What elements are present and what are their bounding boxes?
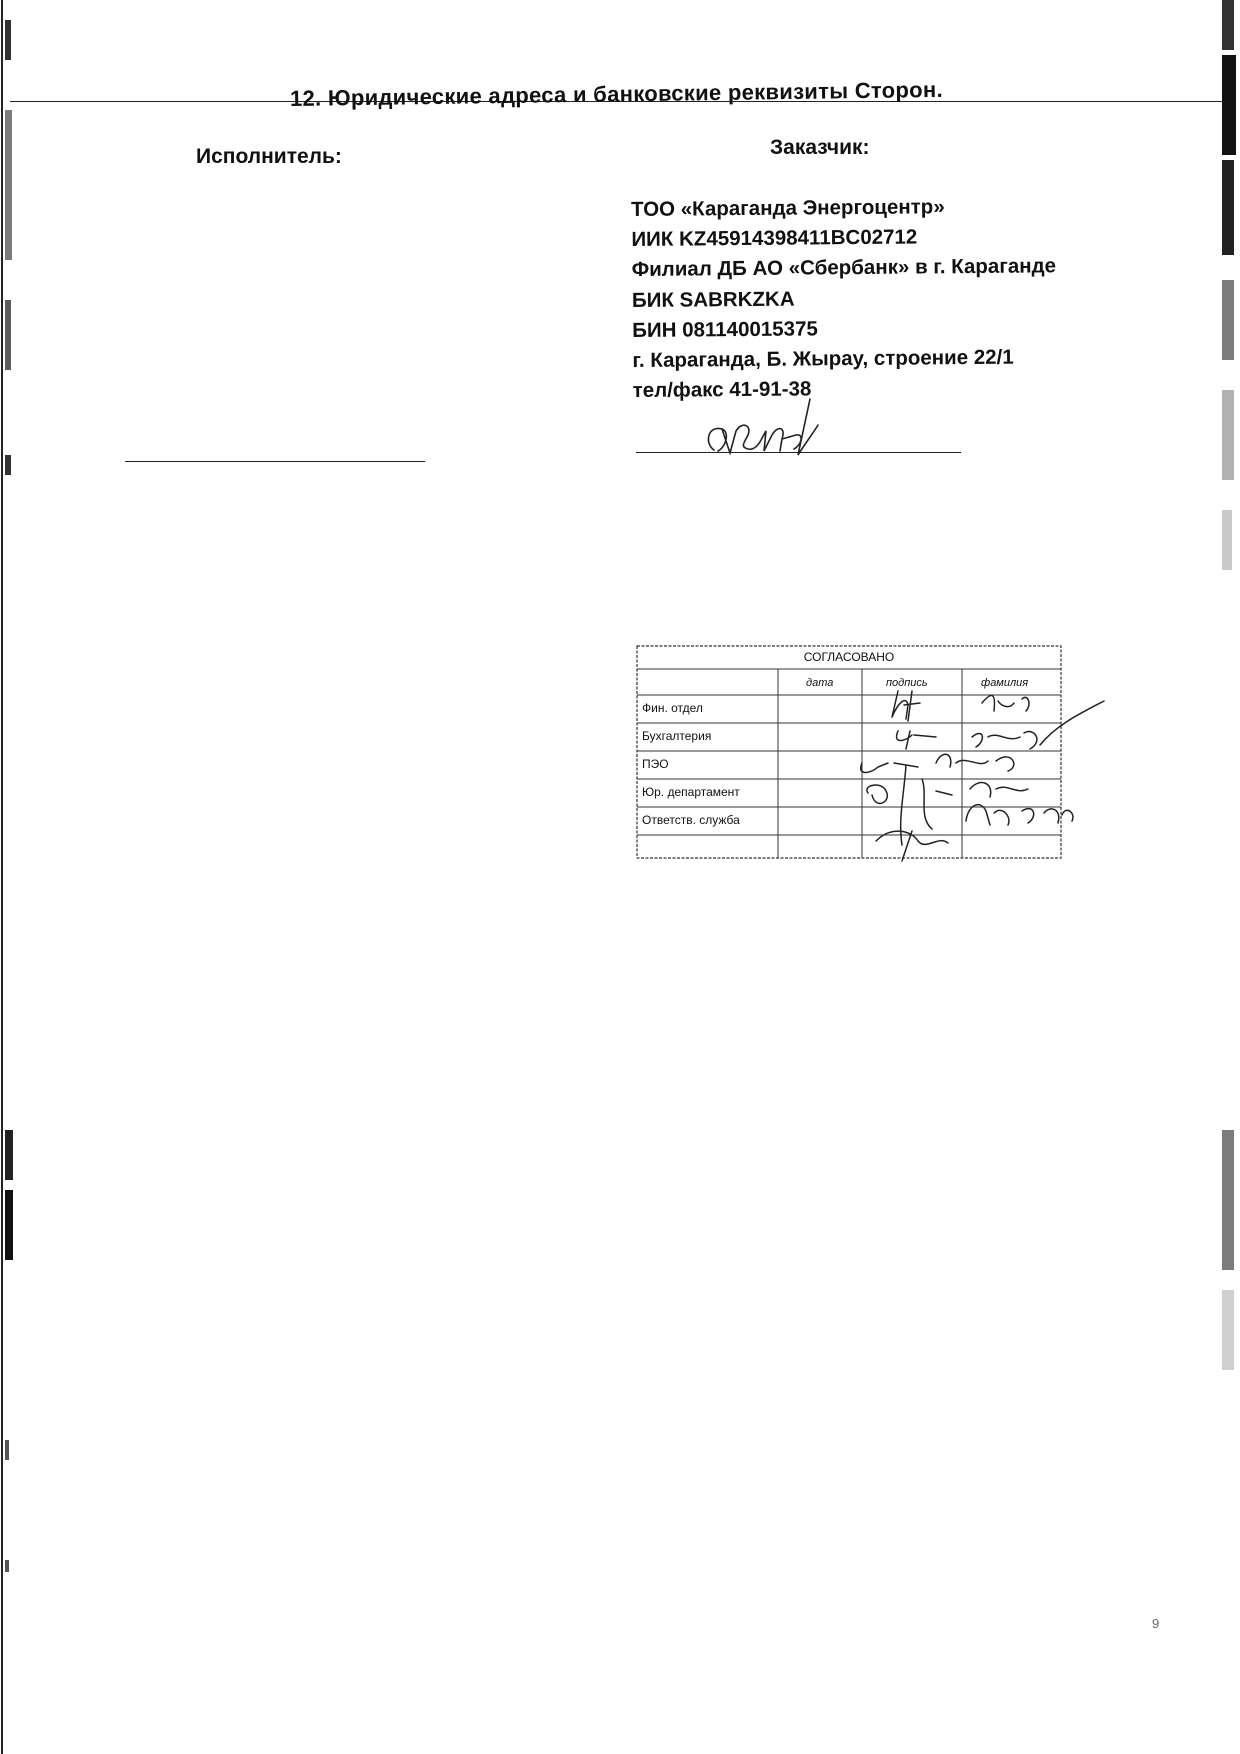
customer-requisites — [631, 190, 1193, 406]
scan-edge-marks-right — [1218, 0, 1240, 1754]
stamp-row-accounting: Бухгалтерия — [642, 729, 712, 743]
stamp-row-responsible-service: Ответств. служба — [642, 813, 740, 827]
customer-address: г. Караганда, Б. Жырау, строение 22/1 — [632, 345, 1014, 373]
section-heading: 12. Юридические адреса и банковские реквизиты Сторон. — [289, 76, 944, 111]
customer-iik: ИИК KZ45914398411BC02712 — [631, 225, 918, 252]
customer-company-name: ТОО «Караганда Энергоцентр» — [631, 195, 945, 221]
stamp-title: СОГЛАСОВАНО — [803, 650, 895, 664]
customer-bank: Филиал ДБ АО «Сбербанк» в г. Караганде — [631, 254, 1057, 282]
executor-signature-line — [125, 461, 425, 462]
executor-label: Исполнитель: — [196, 145, 342, 168]
scan-edge-marks-left — [0, 0, 14, 1754]
stamp-row-legal-dept: Юр. департамент — [642, 785, 740, 799]
customer-phone: тел/факс 41-91-38 — [632, 377, 812, 403]
stamp-col-signature: подпись — [886, 677, 928, 689]
stamp-handwritten-signatures — [636, 645, 1062, 863]
customer-handwritten-signature — [700, 395, 830, 465]
customer-bin: БИН 081140015375 — [632, 317, 818, 342]
page-number: 9 — [1152, 1616, 1160, 1631]
approval-stamp — [636, 645, 1062, 863]
stamp-row-peo: ПЭО — [642, 757, 669, 771]
stamp-row-fin-dept: Фин. отдел — [642, 701, 703, 715]
stamp-col-surname: фамилия — [981, 677, 1029, 689]
customer-bik: БИК SABRKZKA — [631, 287, 795, 312]
stamp-col-date: дата — [806, 677, 834, 689]
customer-label: Заказчик: — [770, 136, 870, 159]
